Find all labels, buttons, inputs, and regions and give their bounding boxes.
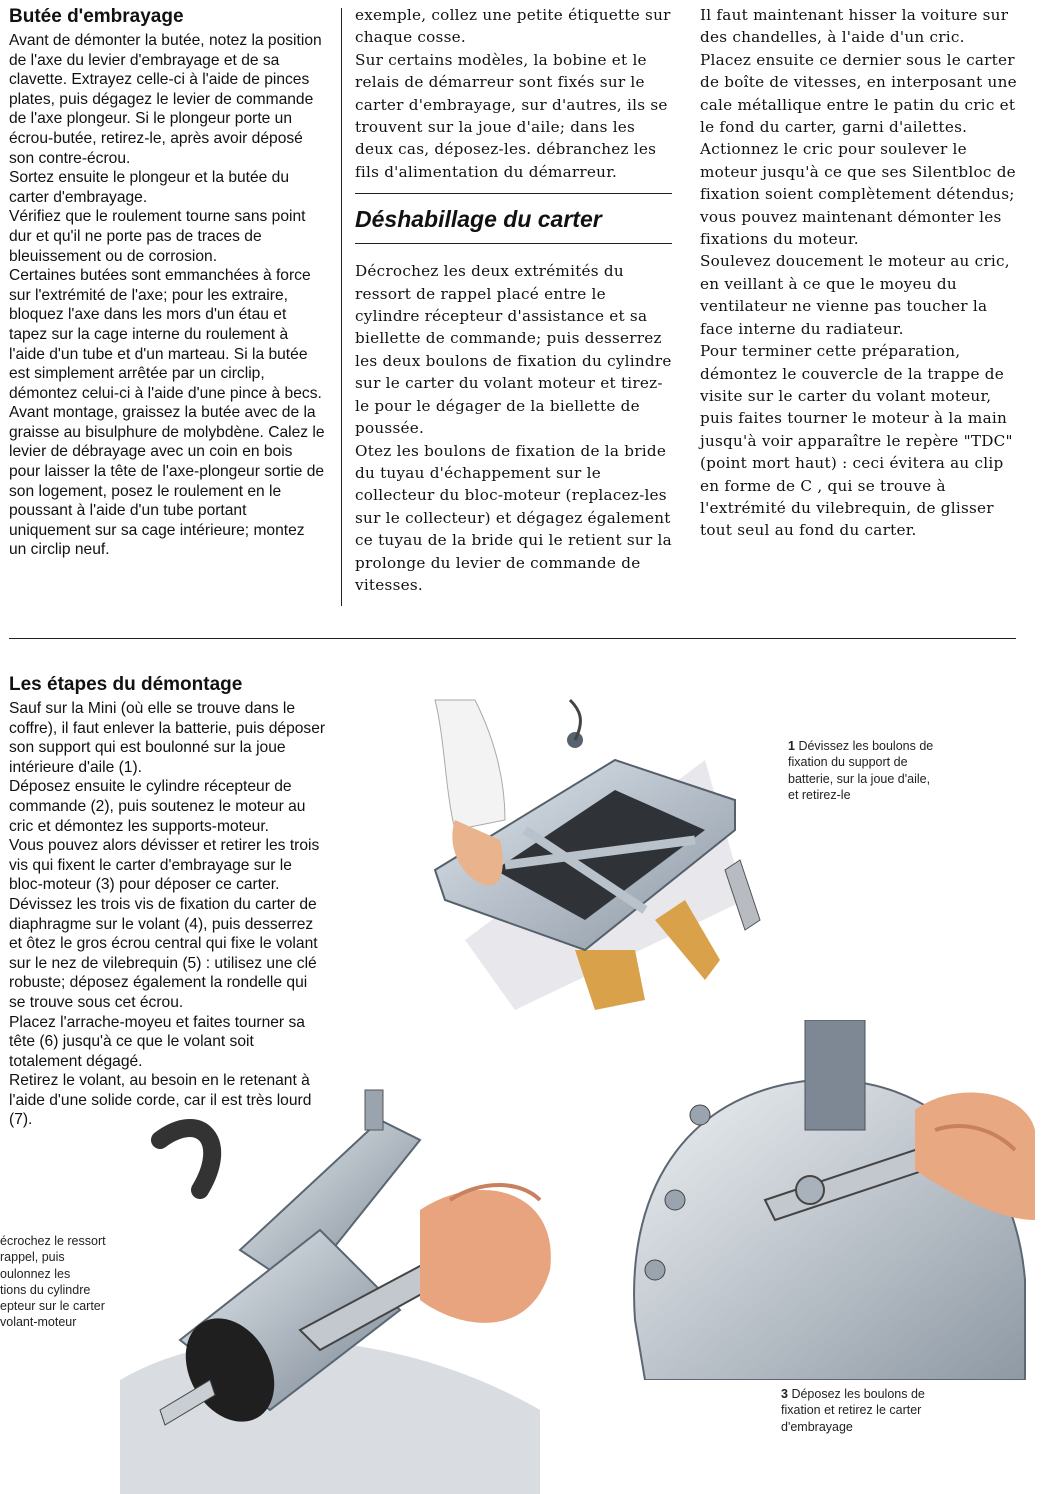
column-divider	[341, 8, 342, 606]
caption-2	[0, 1233, 130, 1331]
heading-butee: Butée d'embrayage	[9, 6, 184, 27]
paragraph: Dévissez les trois vis de fixation du carter de diaphragme sur le volant (4), puis desserrez et ôtez le gros écrou central qui fixe le volant sur le nez de vilebrequin (5) : utilisez une clé robuste; déposez également la rondelle qui se trouve sous cet écrou.	[9, 895, 318, 1011]
cylinder-illustration	[120, 1080, 640, 1494]
paragraph: Placez l'arrache-moyeu et faites tourner sa tête (6) jusqu'à ce que le volant soit totalement dégagé.	[9, 1013, 305, 1070]
column-2	[355, 4, 672, 596]
caption-line: rappel, puis	[0, 1250, 65, 1265]
caption-number: 3	[781, 1387, 788, 1401]
heading-etapes: Les étapes du démontage	[9, 674, 243, 695]
clutch-cover-illustration	[615, 1020, 1035, 1380]
paragraph: Sauf sur la Mini (où elle se trouve dans le coffre), il faut enlever la batterie, puis déposer son support qui est boulonné sur la joue intérieure d'aile (1).	[9, 700, 326, 776]
paragraph: Déposez ensuite le cylindre récepteur de commande (2), puis soutenez le moteur au cric et démontez les supports-moteur.	[9, 778, 306, 835]
caption-number: 1	[788, 739, 795, 753]
caption-line: tions du cylindre	[0, 1282, 91, 1297]
caption-3	[781, 1386, 941, 1435]
paragraph: Vous pouvez alors dévisser et retirer les trois vis qui fixent le carter d'embrayage sur le bloc-moteur (3) pour déposer ce carter.	[9, 837, 320, 894]
subheading-rule	[355, 243, 672, 244]
battery-support-illustration	[405, 680, 765, 1020]
paragraph: Sur certains modèles, la bobine et le relais de démarreur sont fixés sur le carter d'embrayage, sur d'autres, ils se trouvent sur la joue d'aile; dans les deux cas, déposez-les. débranchez les fils d'alimentation du démarreur.	[355, 50, 668, 181]
paragraph: Il faut maintenant hisser la voiture sur des chandelles, à l'aide d'un cric. Placez ensuite ce dernier sous le carter de boîte de vitesses, en interposant une cale métallique entre le patin du cric et le fond du carter, garni d'ailettes.	[700, 6, 1017, 137]
paragraph: Pour terminer cette préparation, démontez le couvercle de la trappe de visite sur le carter du volant moteur, puis faites tourner le moteur à la main jusqu'à voir apparaître le repère "TDC" (point mort haut) : ceci évitera au clip en forme de C , qui se trouve à l'extrémité du vilebrequin, de glisser tout seul au fond du carter.	[700, 342, 1013, 540]
section-divider	[9, 638, 1016, 639]
paragraph: Retirez le volant, au besoin en le retenant à l'aide d'une solide corde, car il est très lourd (7).	[9, 1072, 312, 1129]
paragraph: Soulevez doucement le moteur au cric, en veillant à ce que le moyeu du ventilateur ne vienne pas toucher la face interne du radiateur.	[700, 252, 1010, 338]
paragraph: Otez les boulons de fixation de la bride du tuyau d'échappement sur le collecteur du bloc-moteur (replacez-les sur le collecteur) et dégagez également ce tuyau de la bride qui le retient sur la prolonge du levier de commande de vitesses.	[355, 441, 672, 594]
paragraph: Actionnez le cric pour soulever le moteur jusqu'à ce que ses Silentbloc de fixation soient complètement détendus; vous pouvez maintenant démonter les fixations du moteur.	[700, 140, 1016, 249]
subheading-rule	[355, 193, 672, 194]
paragraph: Décrochez les deux extrémités du ressort de rappel placé entre le cylindre récepteur d'assistance et sa biellette de commande; puis desserrez les deux boulons de fixation du cylindre sur le carter du volant moteur et tirez-le pour le dégager de la biellette de poussée.	[355, 262, 672, 438]
caption-line: oulonnez les	[0, 1266, 71, 1281]
caption-1	[788, 738, 938, 803]
paragraph: Certaines butées sont emmanchées à force sur l'extrémité de l'axe; pour les extraire, bloquez l'axe dans les mors d'un étau et tapez sur la cage interne du roulement à l'aide d'un tube et d'un marteau. Si la butée est simplement arrêtée par un circlip, démontez celui-ci à l'aide d'une pince à becs.	[9, 267, 322, 402]
paragraph: Vérifiez que le roulement tourne sans point dur et qu'il ne porte pas de traces de bleuissement ou de corrosion.	[9, 208, 306, 265]
paragraph: Avant de démonter la butée, notez la position de l'axe du levier d'embrayage et de sa clavette. Extrayez celle-ci à l'aide de pinces plates, puis dégagez le levier de commande de l'axe plongeur. Si le plongeur porte un écrou-butée, retirez-le, après avoir déposé son contre-écrou.	[9, 32, 322, 167]
caption-line: epteur sur le carter	[0, 1299, 105, 1314]
paragraph: Avant montage, graissez la butée avec de la graisse au bisulphure de molybdène. Calez le levier de débrayage avec un coin en bois pour laisser la tête de l'axe-plongeur sortie de son logement, posez le roulement en le poussant à l'aide d'un tube portant uniquement sur sa cage intérieure; montez un circlip neuf.	[9, 404, 325, 559]
caption-line: volant-moteur	[0, 1315, 77, 1330]
heading-deshabillage: Déshabillage du carter	[355, 206, 602, 233]
paragraph: exemple, collez une petite étiquette sur chaque cosse.	[355, 6, 671, 47]
column-3	[700, 4, 1017, 542]
caption-line: écrochez le ressort	[0, 1234, 106, 1248]
caption-text: Dévissez les boulons de fixation du support de batterie, sur la joue d'aile, et retirez-le	[788, 739, 934, 802]
steps-column	[9, 674, 326, 1130]
caption-text: Déposez les boulons de fixation et retirez le carter d'embrayage	[781, 1387, 925, 1434]
column-1	[9, 6, 326, 560]
paragraph: Sortez ensuite le plongeur et la butée du carter d'embrayage.	[9, 169, 290, 206]
